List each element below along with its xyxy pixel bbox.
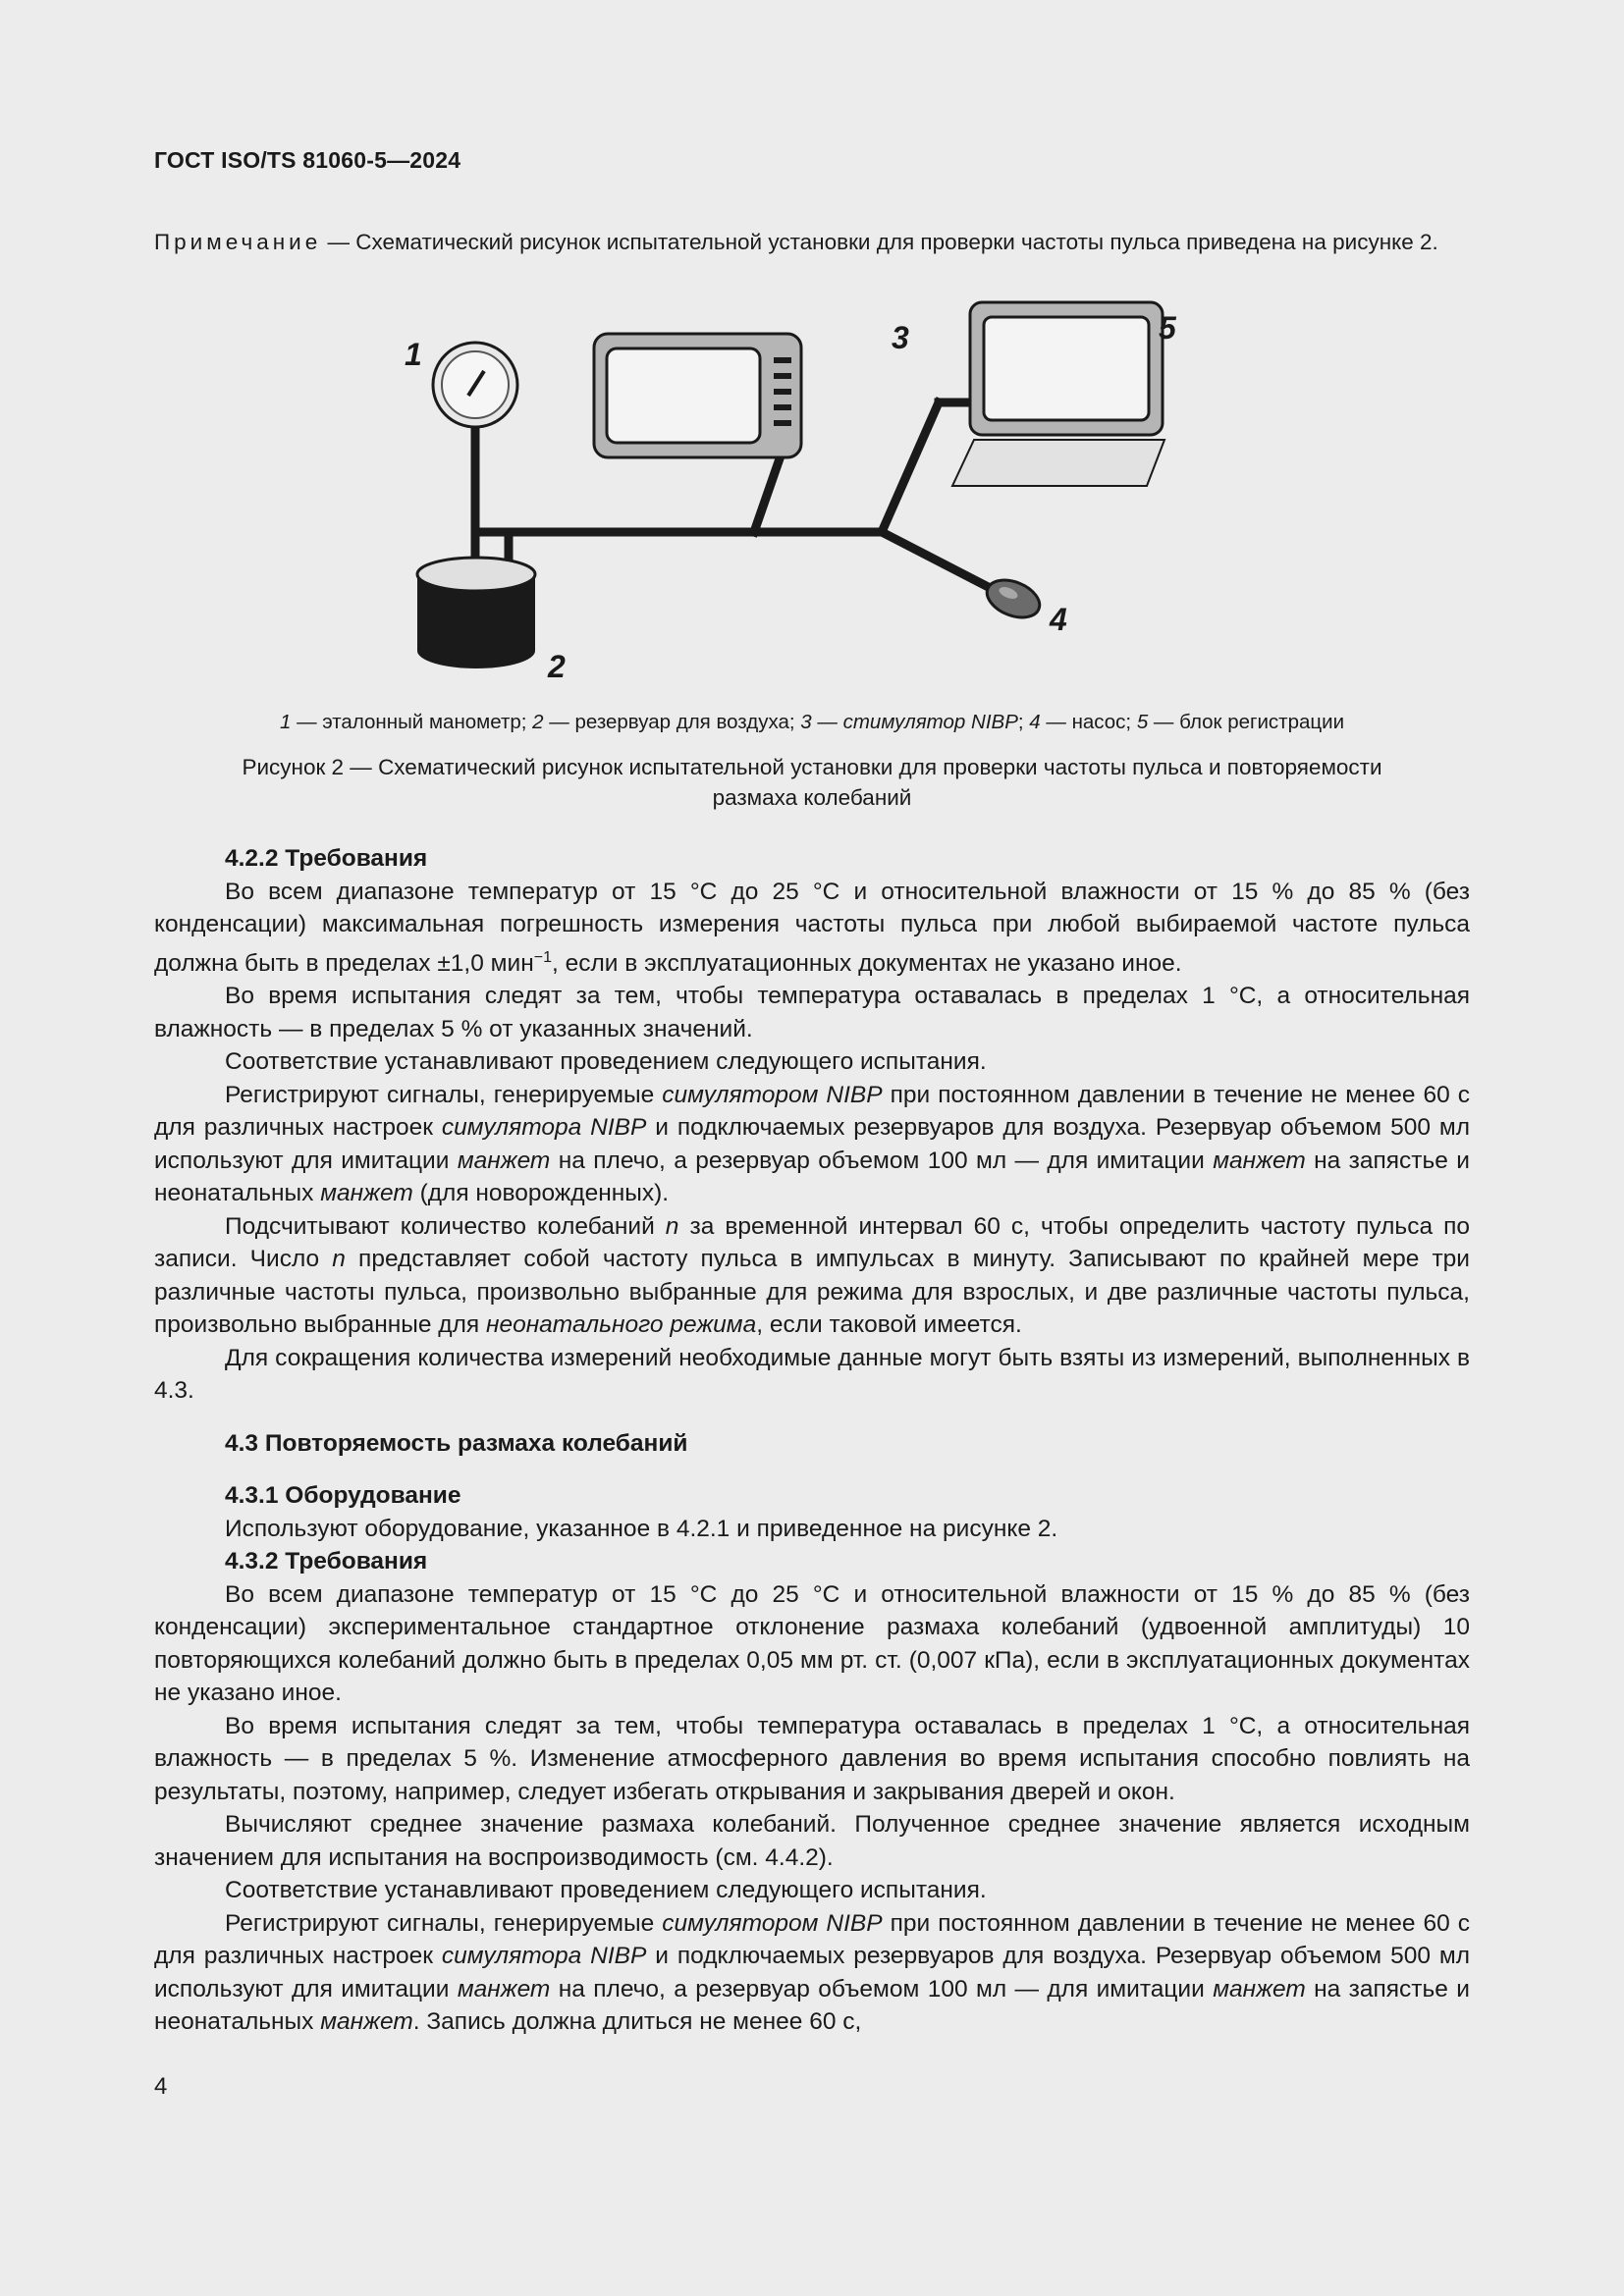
paragraph: Соответствие устанавливают проведением следующего испытания. xyxy=(225,1048,987,1076)
recording-unit-paper xyxy=(952,440,1164,486)
page-number: 4 xyxy=(154,2073,168,2100)
test-setup-diagram xyxy=(373,294,1237,687)
paragraph: Во всем диапазоне температур от 15 °С до 25 °С и относительной влажности от 15 % до 85 % (без конденсации) максимальная погрешность измерения частоты пульса при любой выбираемой частоте пульса должна быть в пределах ±1,0 мин$^{-1}$, если в эксплуатационных документах не указано иное. xyxy=(154,878,1470,977)
air-reservoir xyxy=(417,558,535,668)
paragraph: Подсчитывают количество колебаний n за временной интервал 60 с, чтобы определить частоту пульса по записи. Число n представляет собой частоту пульса в импульсах в минуту. Записывают по крайней мере три различные частоты пульса, произвольно выбранные для режима для взрослых, и две различные частоты пульса, произвольно выбранные для неонатального режима, если таковой имеется. xyxy=(154,1212,1471,1339)
section-4-2-2 xyxy=(154,842,1470,2039)
section-heading: 4.3 Повторяемость размаха колебаний xyxy=(225,1429,688,1457)
paragraph: Соответствие устанавливают проведением следующего испытания. xyxy=(225,1877,987,1904)
figure-legend: 1 — эталонный манометр; 2 — резервуар для воздуха; 3 — стимулятор NIBP; 4 — насос; 5 — блок регистрации xyxy=(279,711,1345,733)
paragraph: Регистрируют сигналы, генерируемые симулятором NIBP при постоянном давлении в течение не менее 60 с для различных настроек симулятора NIBP и подключаемых резервуаров для воздуха. Резервуар объемом 500 мл используют для имитации манжет на плечо, а резервуар объемом 100 мл — для имитации манжет на запястье и неонатальных манжет. Запись должна длиться не менее 60 с, xyxy=(154,1909,1471,2036)
figure-caption-line-2: размаха колебаний xyxy=(712,785,912,810)
paragraph: Во время испытания следят за тем, чтобы температура оставалась в пределах 1 °С, а относительная влажность — в пределах 5 %. Изменение атмосферного давления во время испытания способно повлиять на результаты, поэтому, например, следует избегать открывания и закрывания дверей и окон. xyxy=(154,1712,1470,1805)
figure-caption-line-1: Рисунок 2 — Схематический рисунок испытательной установки для проверки частоты пульса и повторяемости xyxy=(242,755,1382,779)
paragraph: Для сокращения количества измерений необходимые данные могут быть взяты из измерений, выполненных в 4.3. xyxy=(154,1344,1470,1405)
note-text: — Схематический рисунок испытательной установки для проверки частоты пульса приведена на рисунке 2. xyxy=(321,230,1438,254)
paragraph: Вычисляют среднее значение размаха колебаний. Полученное среднее значение является исходным значением для испытания на воспроизводимость (см. 4.4.2). xyxy=(154,1811,1470,1871)
paragraph: Во время испытания следят за тем, чтобы температура оставалась в пределах 1 °С, а относительная влажность — в пределах 5 % от указанных значений. xyxy=(154,983,1470,1042)
figure-label-5: 5 xyxy=(1159,310,1176,346)
pump-bulb xyxy=(982,573,1046,625)
subsection-heading: 4.3.2 Требования xyxy=(225,1548,428,1575)
figure-label-2: 2 xyxy=(548,649,566,684)
figure-note xyxy=(154,226,1470,258)
recorder-cable xyxy=(882,402,939,532)
paragraph: Используют оборудование, указанное в 4.2.1 и приведенное на рисунке 2. xyxy=(225,1515,1058,1542)
note-label: Примечание xyxy=(154,230,322,254)
figure-label-4: 4 xyxy=(1050,602,1067,637)
paragraph: Регистрируют сигналы, генерируемые симулятором NIBP при постоянном давлении в течение не менее 60 с для различных настроек симулятора NIBP и подключаемых резервуаров для воздуха. Резервуар объемом 500 мл используют для имитации манжет на плечо, а резервуар объемом 100 мл — для имитации манжет на запястье и неонатальных манжет (для новорожденных). xyxy=(154,1081,1471,1207)
recording-unit xyxy=(952,302,1164,486)
paragraph: Во всем диапазоне температур от 15 °С до 25 °С и относительной влажности от 15 % до 85 % (без конденсации) экспериментальное стандартное отклонение размаха колебаний (удвоенной амплитуды) 10 повторяющихся колебаний должно быть в пределах 0,05 мм рт. ст. (0,007 кПа), если в эксплуатационных документах не указано иное. xyxy=(154,1580,1470,1707)
subsection-heading: 4.3.1 Оборудование xyxy=(225,1482,461,1510)
figure-label-1: 1 xyxy=(405,337,422,372)
document-header: ГОСТ ISO/TS 81060-5—2024 xyxy=(154,147,461,173)
pump-tube xyxy=(882,532,1001,594)
figure-caption xyxy=(154,752,1470,813)
section-heading: 4.2.2 Требования xyxy=(225,845,428,872)
figure-label-3: 3 xyxy=(892,320,909,355)
nibp-simulator xyxy=(594,334,801,457)
reference-manometer xyxy=(433,343,517,427)
